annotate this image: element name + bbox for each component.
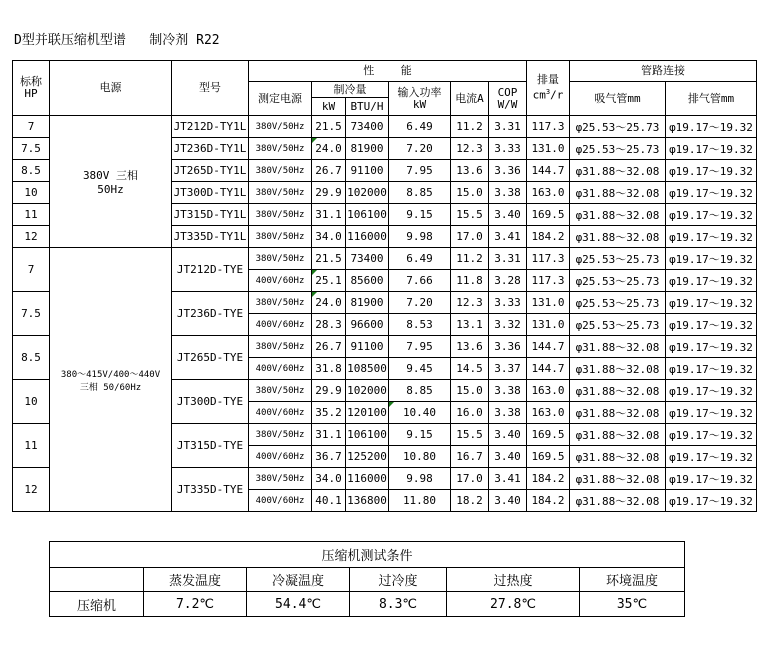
cooling-btu-cell: 91100 xyxy=(346,160,389,182)
discharge-cell: φ19.17～19.32 xyxy=(666,490,757,512)
model-cell: JT315D-TYE xyxy=(172,424,249,468)
cooling-kw-cell: 36.7 xyxy=(312,446,346,468)
cooling-btu-cell: 120100 xyxy=(346,402,389,424)
input-power-cell: 6.49 xyxy=(389,248,451,270)
input-power-cell: 9.15 xyxy=(389,424,451,446)
displacement-cell: 184.2 xyxy=(527,226,570,248)
supply-cell: 400V/60Hz xyxy=(249,358,312,380)
hp-cell: 10 xyxy=(13,380,50,424)
suction-cell: φ31.88～32.08 xyxy=(570,160,666,182)
cop-cell: 3.36 xyxy=(489,336,527,358)
cooling-btu-cell: 116000 xyxy=(346,226,389,248)
current-cell: 16.0 xyxy=(451,402,489,424)
supply-cell: 400V/60Hz xyxy=(249,402,312,424)
current-cell: 15.5 xyxy=(451,204,489,226)
displacement-cell: 163.0 xyxy=(527,182,570,204)
cooling-kw-cell: 34.0 xyxy=(312,468,346,490)
supply-cell: 400V/60Hz xyxy=(249,490,312,512)
cooling-kw-cell: 40.1 xyxy=(312,490,346,512)
displacement-cell: 163.0 xyxy=(527,380,570,402)
input-power-cell: 8.53 xyxy=(389,314,451,336)
suction-cell: φ31.88～32.08 xyxy=(570,358,666,380)
displacement-cell: 117.3 xyxy=(527,270,570,292)
current-cell: 12.3 xyxy=(451,138,489,160)
supply-cell: 380V/50Hz xyxy=(249,468,312,490)
cop-cell: 3.41 xyxy=(489,226,527,248)
cooling-kw-cell: 25.1 xyxy=(312,270,346,292)
cop-cell: 3.31 xyxy=(489,248,527,270)
conditions-corner xyxy=(50,568,144,592)
conditions-header: 冷凝温度 xyxy=(247,568,350,592)
current-cell: 17.0 xyxy=(451,226,489,248)
model-cell: JT212D-TY1L xyxy=(172,116,249,138)
displacement-cell: 131.0 xyxy=(527,292,570,314)
input-power-cell: 9.98 xyxy=(389,226,451,248)
model-cell: JT300D-TYE xyxy=(172,380,249,424)
displacement-cell: 144.7 xyxy=(527,160,570,182)
header-cop: COP W/W xyxy=(489,82,527,116)
displacement-cell: 169.5 xyxy=(527,424,570,446)
suction-cell: φ25.53～25.73 xyxy=(570,314,666,336)
suction-cell: φ31.88～32.08 xyxy=(570,204,666,226)
conditions-row-label: 压缩机 xyxy=(50,592,144,617)
model-cell: JT335D-TY1L xyxy=(172,226,249,248)
conditions-header: 过热度 xyxy=(447,568,580,592)
discharge-cell: φ19.17～19.32 xyxy=(666,336,757,358)
input-power-cell: 8.85 xyxy=(389,182,451,204)
header-current: 电流A xyxy=(451,82,489,116)
cooling-btu-cell: 81900 xyxy=(346,292,389,314)
table-row xyxy=(13,248,757,270)
suction-cell: φ25.53～25.73 xyxy=(570,138,666,160)
current-cell: 17.0 xyxy=(451,468,489,490)
cop-cell: 3.33 xyxy=(489,292,527,314)
header-rated-power: 测定电源 xyxy=(249,82,312,116)
hp-cell: 7 xyxy=(13,248,50,292)
suction-cell: φ31.88～32.08 xyxy=(570,182,666,204)
conditions-value: 54.4℃ xyxy=(247,592,350,617)
current-cell: 18.2 xyxy=(451,490,489,512)
displacement-cell: 163.0 xyxy=(527,402,570,424)
input-power-cell: 9.15 xyxy=(389,204,451,226)
page-title: D型并联压缩机型谱 制冷剂 R22 xyxy=(14,33,220,48)
cooling-btu-cell: 85600 xyxy=(346,270,389,292)
discharge-cell: φ19.17～19.32 xyxy=(666,358,757,380)
power-supply-cell xyxy=(50,116,172,248)
header-kw: kW xyxy=(312,98,346,116)
supply-cell: 380V/50Hz xyxy=(249,292,312,314)
model-cell: JT335D-TYE xyxy=(172,468,249,512)
input-power-cell: 9.45 xyxy=(389,358,451,380)
discharge-cell: φ19.17～19.32 xyxy=(666,248,757,270)
current-cell: 13.1 xyxy=(451,314,489,336)
conditions-header: 环境温度 xyxy=(580,568,685,592)
cop-cell: 3.38 xyxy=(489,380,527,402)
cooling-kw-cell: 29.9 xyxy=(312,182,346,204)
hp-cell: 7 xyxy=(13,116,50,138)
current-cell: 11.2 xyxy=(451,248,489,270)
header-btuh: BTU/H xyxy=(346,98,389,116)
cooling-kw-cell: 35.2 xyxy=(312,402,346,424)
discharge-cell: φ19.17～19.32 xyxy=(666,424,757,446)
current-cell: 12.3 xyxy=(451,292,489,314)
cooling-kw-cell: 26.7 xyxy=(312,160,346,182)
suction-cell: φ31.88～32.08 xyxy=(570,380,666,402)
cop-cell: 3.37 xyxy=(489,358,527,380)
header-discharge: 排气管mm xyxy=(666,82,757,116)
discharge-cell: φ19.17～19.32 xyxy=(666,380,757,402)
displacement-cell: 131.0 xyxy=(527,138,570,160)
cooling-kw-cell: 24.0 xyxy=(312,138,346,160)
cop-cell: 3.33 xyxy=(489,138,527,160)
discharge-cell: φ19.17～19.32 xyxy=(666,468,757,490)
supply-cell: 400V/60Hz xyxy=(249,314,312,336)
model-cell: JT300D-TY1L xyxy=(172,182,249,204)
power-line: 三相 50/60Hz xyxy=(79,382,142,393)
hp-cell: 12 xyxy=(13,468,50,512)
displacement-cell: 131.0 xyxy=(527,314,570,336)
hp-cell: 11 xyxy=(13,204,50,226)
suction-cell: φ31.88～32.08 xyxy=(570,424,666,446)
model-cell: JT265D-TY1L xyxy=(172,160,249,182)
cop-cell: 3.38 xyxy=(489,182,527,204)
displacement-cell: 144.7 xyxy=(527,358,570,380)
cooling-kw-cell: 24.0 xyxy=(312,292,346,314)
header-hp: 标称 HP xyxy=(13,61,50,116)
current-cell: 15.0 xyxy=(451,182,489,204)
displacement-cell: 184.2 xyxy=(527,468,570,490)
suction-cell: φ31.88～32.08 xyxy=(570,468,666,490)
cooling-btu-cell: 106100 xyxy=(346,204,389,226)
displacement-cell: 169.5 xyxy=(527,204,570,226)
discharge-cell: φ19.17～19.32 xyxy=(666,314,757,336)
discharge-cell: φ19.17～19.32 xyxy=(666,270,757,292)
cooling-kw-cell: 31.8 xyxy=(312,358,346,380)
discharge-cell: φ19.17～19.32 xyxy=(666,292,757,314)
suction-cell: φ31.88～32.08 xyxy=(570,402,666,424)
cooling-btu-cell: 73400 xyxy=(346,116,389,138)
conditions-header: 过冷度 xyxy=(350,568,447,592)
supply-cell: 380V/50Hz xyxy=(249,226,312,248)
supply-cell: 380V/50Hz xyxy=(249,424,312,446)
cooling-btu-cell: 96600 xyxy=(346,314,389,336)
conditions-value: 7.2℃ xyxy=(144,592,247,617)
cooling-btu-cell: 108500 xyxy=(346,358,389,380)
supply-cell: 400V/60Hz xyxy=(249,270,312,292)
suction-cell: φ25.53～25.73 xyxy=(570,116,666,138)
input-power-cell: 10.40 xyxy=(389,402,451,424)
discharge-cell: φ19.17～19.32 xyxy=(666,402,757,424)
current-cell: 15.5 xyxy=(451,424,489,446)
model-cell: JT212D-TYE xyxy=(172,248,249,292)
current-cell: 13.6 xyxy=(451,160,489,182)
cooling-btu-cell: 91100 xyxy=(346,336,389,358)
discharge-cell: φ19.17～19.32 xyxy=(666,116,757,138)
cooling-btu-cell: 116000 xyxy=(346,468,389,490)
cooling-kw-cell: 31.1 xyxy=(312,204,346,226)
cooling-kw-cell: 21.5 xyxy=(312,116,346,138)
spec-table xyxy=(12,60,757,512)
model-cell: JT236D-TYE xyxy=(172,292,249,336)
model-cell: JT315D-TY1L xyxy=(172,204,249,226)
discharge-cell: φ19.17～19.32 xyxy=(666,204,757,226)
current-cell: 16.7 xyxy=(451,446,489,468)
input-power-cell: 7.95 xyxy=(389,160,451,182)
cooling-kw-cell: 26.7 xyxy=(312,336,346,358)
supply-cell: 380V/50Hz xyxy=(249,182,312,204)
suction-cell: φ31.88～32.08 xyxy=(570,336,666,358)
header-performance: 性 能 xyxy=(249,61,527,82)
cop-cell: 3.40 xyxy=(489,204,527,226)
cop-cell: 3.36 xyxy=(489,160,527,182)
cooling-btu-cell: 73400 xyxy=(346,248,389,270)
header-input-power: 输入功率 kW xyxy=(389,82,451,116)
cooling-kw-cell: 29.9 xyxy=(312,380,346,402)
supply-cell: 380V/50Hz xyxy=(249,380,312,402)
cooling-btu-cell: 81900 xyxy=(346,138,389,160)
displacement-cell: 169.5 xyxy=(527,446,570,468)
conditions-header: 蒸发温度 xyxy=(144,568,247,592)
supply-cell: 380V/50Hz xyxy=(249,138,312,160)
header-displacement: 排量 $cm^3/r$ xyxy=(527,61,570,116)
cooling-btu-cell: 102000 xyxy=(346,182,389,204)
power-line: 50Hz xyxy=(97,183,124,196)
cop-cell: 3.32 xyxy=(489,314,527,336)
discharge-cell: φ19.17～19.32 xyxy=(666,160,757,182)
conditions-value: 8.3℃ xyxy=(350,592,447,617)
displacement-cell: 144.7 xyxy=(527,336,570,358)
current-cell: 13.6 xyxy=(451,336,489,358)
input-power-cell: 9.98 xyxy=(389,468,451,490)
discharge-cell: φ19.17～19.32 xyxy=(666,182,757,204)
cop-cell: 3.40 xyxy=(489,446,527,468)
discharge-cell: φ19.17～19.32 xyxy=(666,226,757,248)
power-line: 380V 三相 xyxy=(82,169,139,182)
supply-cell: 400V/60Hz xyxy=(249,446,312,468)
current-cell: 11.8 xyxy=(451,270,489,292)
input-power-cell: 7.95 xyxy=(389,336,451,358)
hp-cell: 7.5 xyxy=(13,138,50,160)
cooling-btu-cell: 102000 xyxy=(346,380,389,402)
current-cell: 15.0 xyxy=(451,380,489,402)
hp-cell: 8.5 xyxy=(13,160,50,182)
header-suction: 吸气管mm xyxy=(570,82,666,116)
cop-cell: 3.40 xyxy=(489,424,527,446)
hp-cell: 8.5 xyxy=(13,336,50,380)
model-cell: JT236D-TY1L xyxy=(172,138,249,160)
cooling-kw-cell: 21.5 xyxy=(312,248,346,270)
hp-cell: 7.5 xyxy=(13,292,50,336)
header-power: 电源 xyxy=(50,61,172,116)
cop-cell: 3.40 xyxy=(489,490,527,512)
power-line: 380～415V/400～440V xyxy=(60,369,161,380)
input-power-cell: 6.49 xyxy=(389,116,451,138)
cooling-kw-cell: 31.1 xyxy=(312,424,346,446)
cooling-kw-cell: 34.0 xyxy=(312,226,346,248)
supply-cell: 380V/50Hz xyxy=(249,336,312,358)
displacement-cell: 117.3 xyxy=(527,116,570,138)
header-cooling: 制冷量 xyxy=(312,82,389,98)
power-supply-cell xyxy=(50,248,172,512)
displacement-cell: 184.2 xyxy=(527,490,570,512)
current-cell: 11.2 xyxy=(451,116,489,138)
conditions-value: 27.8℃ xyxy=(447,592,580,617)
conditions-title: 压缩机测试条件 xyxy=(50,542,685,568)
suction-cell: φ31.88～32.08 xyxy=(570,446,666,468)
hp-cell: 10 xyxy=(13,182,50,204)
cooling-btu-cell: 136800 xyxy=(346,490,389,512)
cop-cell: 3.38 xyxy=(489,402,527,424)
input-power-cell: 7.66 xyxy=(389,270,451,292)
header-model: 型号 xyxy=(172,61,249,116)
test-conditions-table xyxy=(49,541,685,617)
suction-cell: φ31.88～32.08 xyxy=(570,226,666,248)
input-power-cell: 7.20 xyxy=(389,292,451,314)
model-cell: JT265D-TYE xyxy=(172,336,249,380)
supply-cell: 380V/50Hz xyxy=(249,248,312,270)
supply-cell: 380V/50Hz xyxy=(249,160,312,182)
discharge-cell: φ19.17～19.32 xyxy=(666,446,757,468)
displacement-cell: 117.3 xyxy=(527,248,570,270)
input-power-cell: 7.20 xyxy=(389,138,451,160)
input-power-cell: 8.85 xyxy=(389,380,451,402)
cooling-btu-cell: 125200 xyxy=(346,446,389,468)
suction-cell: φ25.53～25.73 xyxy=(570,270,666,292)
suction-cell: φ31.88～32.08 xyxy=(570,490,666,512)
cop-cell: 3.28 xyxy=(489,270,527,292)
cooling-kw-cell: 28.3 xyxy=(312,314,346,336)
discharge-cell: φ19.17～19.32 xyxy=(666,138,757,160)
hp-cell: 12 xyxy=(13,226,50,248)
suction-cell: φ25.53～25.73 xyxy=(570,248,666,270)
cop-cell: 3.31 xyxy=(489,116,527,138)
cop-cell: 3.41 xyxy=(489,468,527,490)
table-row xyxy=(13,116,757,138)
supply-cell: 380V/50Hz xyxy=(249,116,312,138)
cooling-btu-cell: 106100 xyxy=(346,424,389,446)
current-cell: 14.5 xyxy=(451,358,489,380)
suction-cell: φ25.53～25.73 xyxy=(570,292,666,314)
conditions-value: 35℃ xyxy=(580,592,685,617)
supply-cell: 380V/50Hz xyxy=(249,204,312,226)
input-power-cell: 10.80 xyxy=(389,446,451,468)
header-piping: 管路连接 xyxy=(570,61,757,82)
input-power-cell: 11.80 xyxy=(389,490,451,512)
hp-cell: 11 xyxy=(13,424,50,468)
